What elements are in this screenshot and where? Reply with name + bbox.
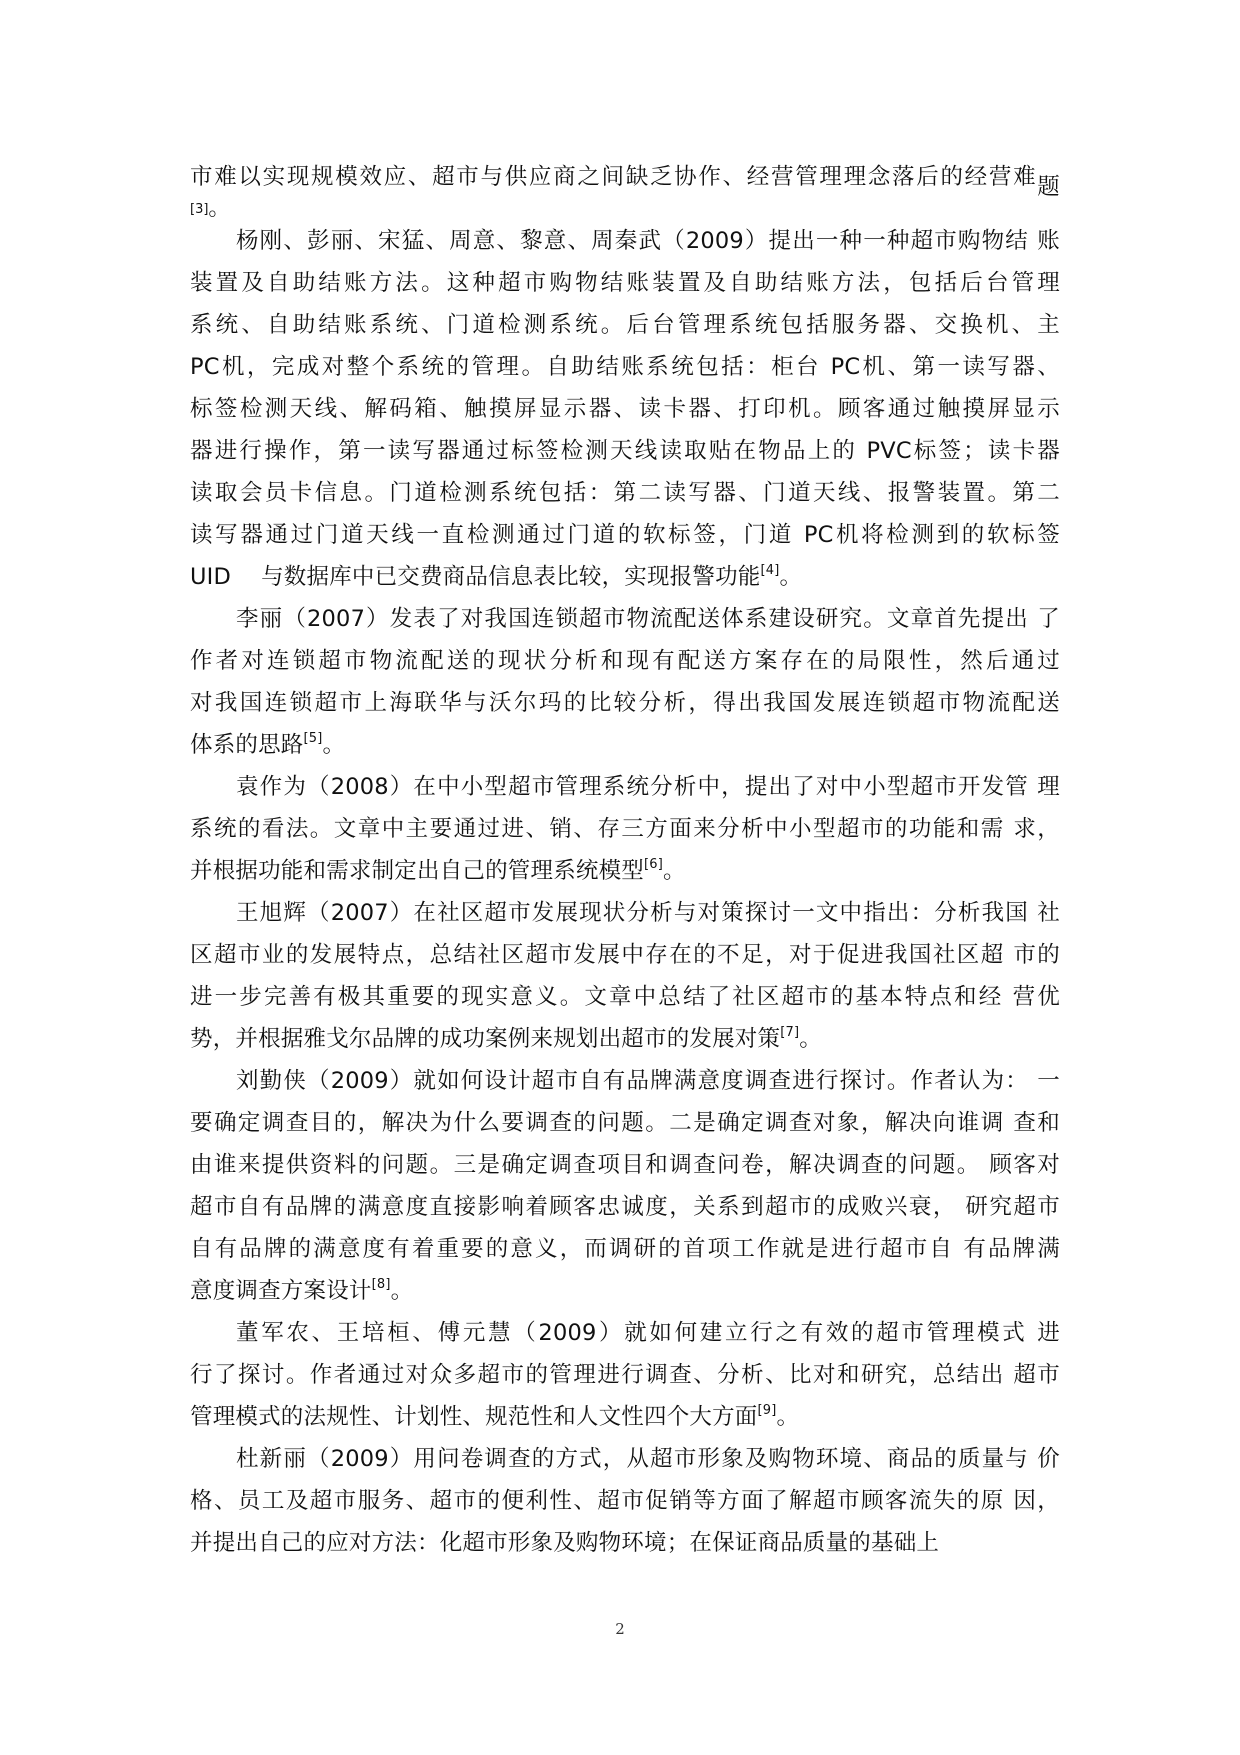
- line-text: 袁作为（2008）在中小型超市管理系统分析中，提出了对中小型超市开发管 理: [236, 774, 1060, 800]
- line-text: 区超市业的发展特点，总结社区超市发展中存在的不足，对于促进我国社区超 市的: [190, 942, 1060, 968]
- line-text: 董军农、王培桓、傅元慧（2009）就如何建立行之有效的超市管理模式 进: [236, 1320, 1060, 1346]
- line-text: 并根据功能和需求制定出自己的管理系统模型: [190, 858, 645, 884]
- line-text: 格、员工及超市服务、超市的便利性、超市促销等方面了解超市顾客流失的原 因，: [190, 1488, 1060, 1514]
- citation-marker: [4]: [760, 562, 780, 578]
- text-line: [190, 1186, 1060, 1228]
- text-line: [190, 156, 1060, 198]
- text-line: [190, 304, 1060, 346]
- line-text: 超市自有品牌的满意度直接影响着顾客忠诚度，关系到超市的成败兴衰， 研究超市: [190, 1194, 1060, 1220]
- line-text: 系统的看法。文章中主要通过进、销、存三方面来分析中小型超市的功能和需 求，: [190, 816, 1060, 842]
- text-line: [190, 1438, 1060, 1480]
- paragraph: [190, 598, 1060, 766]
- citation-marker: [8]: [371, 1276, 391, 1292]
- text-line: [190, 682, 1060, 724]
- line-end-punct: 。: [322, 732, 346, 758]
- line-text: 要确定调查目的，解决为什么要调查的问题。二是确定调查对象，解决向谁调 查和: [190, 1110, 1060, 1136]
- text-line: [190, 430, 1060, 472]
- line-end-punct: 。: [208, 196, 231, 221]
- line-text: 由谁来提供资料的问题。三是确定调查项目和调查问卷，解决调查的问题。 顾客对: [190, 1152, 1060, 1178]
- text-line: [190, 1018, 1060, 1060]
- text-line: [190, 1144, 1060, 1186]
- line-end-punct: 。: [390, 1278, 414, 1304]
- citation-marker: [3]: [190, 202, 209, 217]
- citation-marker: [7]: [780, 1024, 800, 1040]
- text-line: [190, 472, 1060, 514]
- line-text: 管理模式的法规性、计划性、规范性和人文性四个大方面: [190, 1404, 758, 1430]
- line-text: 作者对连锁超市物流配送的现状分析和现有配送方案存在的局限性，然后通过: [190, 648, 1060, 674]
- line-text: 李丽（2007）发表了对我国连锁超市物流配送体系建设研究。文章首先提出 了: [236, 606, 1060, 632]
- line-text: 器进行操作，第一读写器通过标签检测天线读取贴在物品上的 PVC标签；读卡器: [190, 438, 1060, 464]
- line-tail: 题: [1037, 174, 1060, 200]
- line-text: 读写器通过门道天线一直检测通过门道的软标签，门道 PC机将检测到的软标签: [190, 522, 1060, 548]
- text-line: [190, 892, 1060, 934]
- line-text: 王旭辉（2007）在社区超市发展现状分析与对策探讨一文中指出：分析我国 社: [236, 900, 1060, 926]
- text-line: [190, 1060, 1060, 1102]
- text-line: [190, 934, 1060, 976]
- citation-marker: [6]: [644, 856, 664, 872]
- text-line: [190, 1102, 1060, 1144]
- line-text: 并提出自己的应对方法：化超市形象及购物环境；在保证商品质量的基础上: [190, 1530, 940, 1556]
- text-line: [190, 724, 1060, 766]
- text-line: [190, 346, 1060, 388]
- line-text: UID 与数据库中已交费商品信息表比较，实现报警功能: [190, 564, 761, 590]
- text-line: [190, 808, 1060, 850]
- line-end-punct: 。: [779, 564, 803, 590]
- line-text: 行了探讨。作者通过对众多超市的管理进行调查、分析、比对和研究，总结出 超市: [190, 1362, 1060, 1388]
- text-line: [190, 1396, 1060, 1438]
- text-line: [190, 640, 1060, 682]
- line-text: 进一步完善有极其重要的现实意义。文章中总结了社区超市的基本特点和经 营优: [190, 984, 1060, 1010]
- text-line: [190, 976, 1060, 1018]
- body-text: [190, 156, 1060, 1564]
- page-number: 2: [615, 1620, 625, 1638]
- line-text: 自有品牌的满意度有着重要的意义，而调研的首项工作就是进行超市自 有品牌满: [190, 1236, 1060, 1262]
- text-line: [190, 1522, 1060, 1564]
- line-text: 标签检测天线、解码箱、触摸屏显示器、读卡器、打印机。顾客通过触摸屏显示: [190, 396, 1060, 422]
- line-text: 势，并根据雅戈尔品牌的成功案例来规划出超市的发展对策: [190, 1026, 781, 1052]
- text-line: [190, 1312, 1060, 1354]
- text-line: [190, 220, 1060, 262]
- citation-line: [190, 198, 1060, 220]
- citation-marker: [9]: [757, 1402, 777, 1418]
- line-end-punct: 。: [663, 858, 686, 884]
- paragraph: [190, 1060, 1060, 1312]
- line-text: 杨刚、彭丽、宋猛、周意、黎意、周秦武（2009）提出一种一种超市购物结 账: [236, 228, 1060, 254]
- line-text: 系统、自助结账系统、门道检测系统。后台管理系统包括服务器、交换机、主: [190, 312, 1060, 338]
- text-line: [190, 1270, 1060, 1312]
- text-line: [190, 1480, 1060, 1522]
- line-text: 装置及自助结账方法。这种超市购物结账装置及自助结账方法，包括后台管理: [190, 270, 1060, 296]
- citation-marker: [5]: [303, 730, 323, 746]
- line-end-punct: 。: [799, 1026, 822, 1052]
- text-line: [190, 598, 1060, 640]
- paragraph: [190, 1312, 1060, 1438]
- line-text: 市难以实现规模效应、超市与供应商之间缺乏协作、经营管理理念落后的经营难: [190, 164, 1038, 190]
- text-line: [190, 766, 1060, 808]
- text-line: [190, 262, 1060, 304]
- text-line: [190, 1354, 1060, 1396]
- text-line: [190, 388, 1060, 430]
- line-text: 意度调查方案设计: [190, 1278, 372, 1304]
- line-text: 杜新丽（2009）用问卷调查的方式，从超市形象及购物环境、商品的质量与 价: [236, 1446, 1060, 1472]
- line-text: 读取会员卡信息。门道检测系统包括：第二读写器、门道天线、报警装置。第二: [190, 480, 1060, 506]
- text-line: [190, 556, 1060, 598]
- line-end-punct: 。: [776, 1404, 800, 1430]
- line-text: 体系的思路: [190, 732, 304, 758]
- line-text: PC机，完成对整个系统的管理。自助结账系统包括：柜台 PC机、第一读写器、: [190, 354, 1060, 380]
- paragraph: [190, 892, 1060, 1060]
- paragraph: [190, 766, 1060, 892]
- paragraph: [190, 1438, 1060, 1564]
- paragraph: [190, 156, 1060, 220]
- line-text: 刘勤侠（2009）就如何设计超市自有品牌满意度调查进行探讨。作者认为： 一: [236, 1068, 1060, 1094]
- text-line: [190, 514, 1060, 556]
- text-line: [190, 1228, 1060, 1270]
- paragraph: [190, 220, 1060, 598]
- line-text: 对我国连锁超市上海联华与沃尔玛的比较分析，得出我国发展连锁超市物流配送: [190, 690, 1060, 716]
- text-line: [190, 850, 1060, 892]
